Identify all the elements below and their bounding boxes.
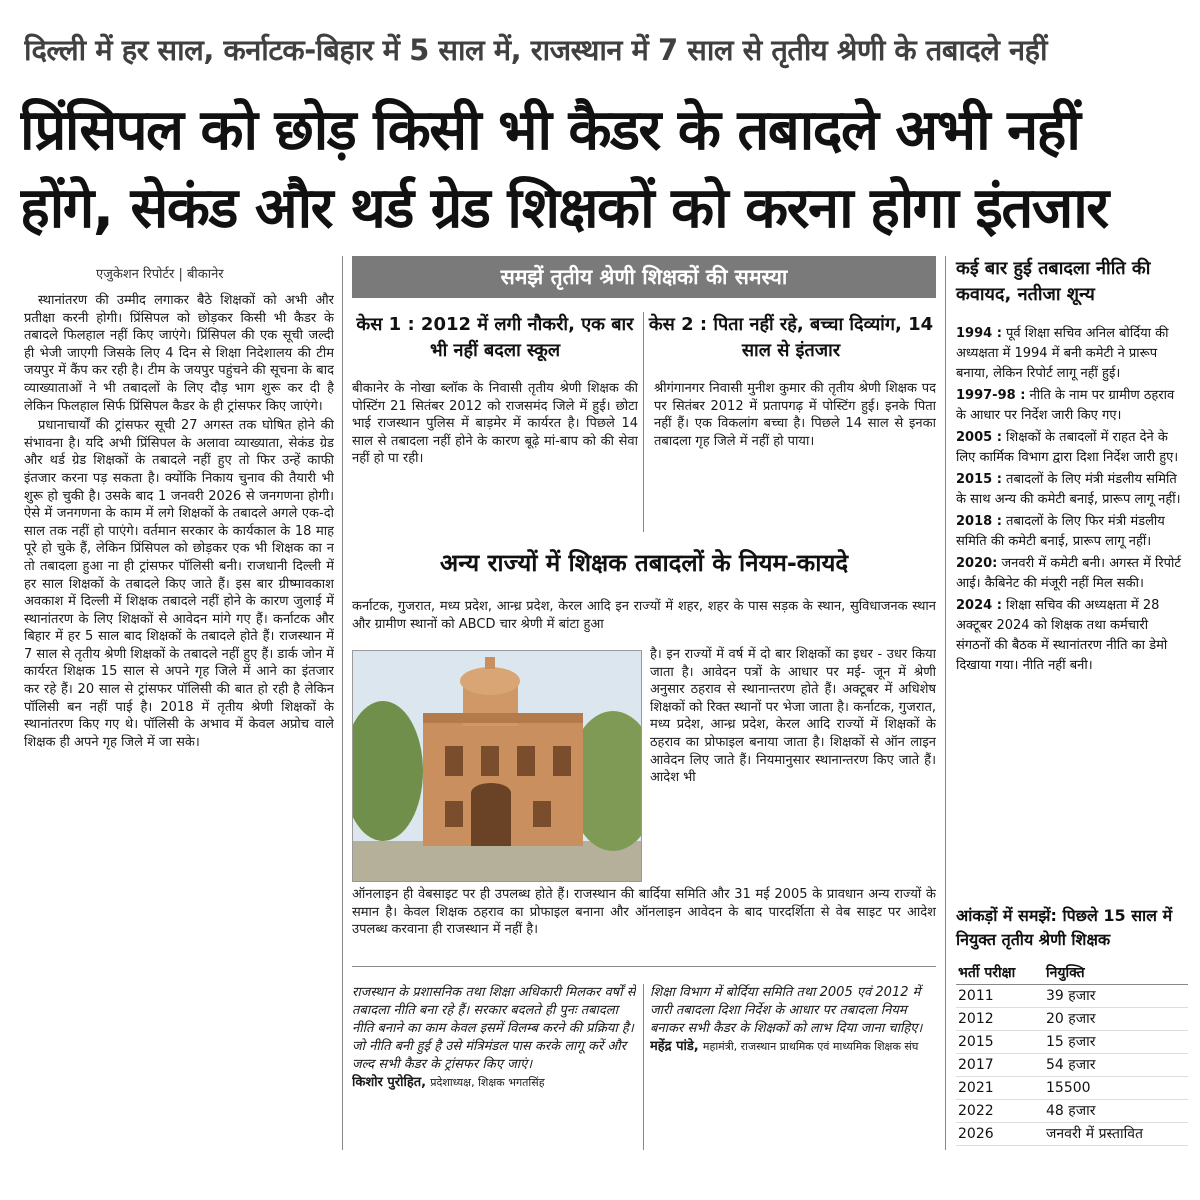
- states-side-text: है। इन राज्यों में वर्ष में दो बार शिक्षकों का इधर - उधर किया जाता है। आवेदन पत्रों के आधार पर मई- जून में श्रेणी अनुसार ठहराव से स्थानान्तरण होते हैं। अक्टूबर में अधिशेष शिक्षकों को रिक्त स्थानों पर भेजा जाता है। कर्नाटक, गुजरात, मध्य प्रदेश, आन्ध्र प्रदेश, केरल आदि राज्यों में शिक्षकों के ठहराव का प्रोफाइल बनाया जाता है। शिक्षकों से ऑन लाइन आवेदन लिए जाते हैं। नियमानुसार स्थानान्तरण किए जाते हैं। आदेश भी: [650, 647, 936, 786]
- timeline-item: [956, 324, 1186, 384]
- recruitment-table: [956, 962, 1188, 1152]
- quote-purohit-text: राजस्थान के प्रशासनिक तथा शिक्षा अधिकारी मिलकर वर्षों से तबादला नीति बना रहे हैं। सरकार बदलते ही पुनः तबादला नीति बनाने का काम केवल इसमें विलम्ब करने की प्रक्रिया है। जो नीति बनी हुई है उसे मंत्रिमंडल पास करके लागू करें और जल्द सभी कैडर के ट्रांसफर किए जाएं।: [352, 985, 636, 1072]
- main-story-p2: प्रधानाचार्यों की ट्रांसफर सूची 27 अगस्त तक घोषित होने की संभावना है। यदि अभी प्रिंसिपल के अलावा व्याख्याता, सेकंड ग्रेड और थर्ड ग्रेड शिक्षकों के तबादले नहीं हुए तो फिर उन्हें काफी इंतजार करना पड़ सकता है। क्योंकि निकाय चुनाव की तैयारी भी शुरू हो चुकी है। उसके बाद 1 जनवरी 2026 से जनगणना होगी। ऐसे में जनगणना के काम में लगे शिक्षकों के तबादले अगले एक-दो साल तक नहीं हो पाएंगे। वर्तमान सरकार के कार्यकाल के 18 माह पूरे हो चुके हैं, लेकिन प्रिंसिपल को छोड़कर एक भी शिक्षक का न तो तबादला हुआ ना ही ट्रांसफर पॉलिसी बनी। राजधानी दिल्ली में हर साल शिक्षकों के तबादले किए जाते हैं। इस बार ग्रीष्मावकाश अवकाश में दिल्ली में शिक्षक तबादले नहीं होने के कारण जुलाई में स्थानांतरण के लिए शिक्षकों से आवेदन मांगे गए हैं। कर्नाटक और बिहार में हर 5 साल बाद शिक्षकों के तबादले होते हैं। राजस्थान में 7 साल से तृतीय श्रेणी शिक्षकों के तबादले नहीं हुए हैं। डार्क जोन में कार्यरत शिक्षक 15 साल से अपने गृह जिले में आने का इंतजार कर रहे हैं। 20 साल से ट्रांसफर पॉलिसी की बात हो रही है लेकिन पॉलिसी बन नहीं पाई है। 2018 में तृतीय श्रेणी शिक्षकों के स्थानांतरण किए गए थे। पॉलिसी के अभाव में केवल अप्रोच वाले शिक्षक ही अपने गृह जिले में जा सके।: [24, 418, 334, 750]
- table-row: [956, 1008, 1188, 1031]
- quote-pandey-text: शिक्षा विभाग में बोर्दिया समिति तथा 2005 एवं 2012 में जारी तबादला दिशा निर्देश के आधार पर तबादला नियम बनाकर सभी कैडर के शिक्षकों को लाभ दिया जाना चाहिए।: [650, 985, 923, 1036]
- table-cell-year: 2011: [958, 988, 994, 1004]
- timeline-text: नीति के नाम पर ग्रामीण ठहराव के आधार पर निर्देश जारी किए गए।: [956, 388, 1175, 423]
- byline: एजुकेशन रिपोर्टर | बीकानेर: [96, 267, 224, 282]
- timeline-text: जनवरी में कमेटी बनी। अगस्त में रिपोर्ट आई। कैबिनेट की मंजूरी नहीं मिल सकी।: [956, 556, 1181, 591]
- case-divider: [643, 312, 644, 532]
- policy-heading: कई बार हुई तबादला नीति की कवायद, नतीजा शून्य: [956, 258, 1151, 305]
- timeline-text: शिक्षकों के तबादलों में राहत देने के लिए कार्मिक विभाग द्वारा दिशा निर्देश जारी हुए।: [956, 430, 1179, 465]
- table-cell-year: 2021: [958, 1080, 994, 1096]
- table-cell-year: 2022: [958, 1103, 994, 1119]
- headline: [20, 92, 1180, 252]
- column-divider-right: [945, 256, 946, 1150]
- problem-banner: समझें तृतीय श्रेणी शिक्षकों की समस्या: [352, 256, 936, 298]
- quote-pandey-name: महेंद्र पांडे,: [650, 1039, 699, 1054]
- states-heading: अन्य राज्यों में शिक्षक तबादलों के नियम-कायदे: [439, 549, 849, 577]
- table-cell-count: 54 हजार: [1046, 1057, 1096, 1073]
- headline-line-1: प्रिंसिपल को छोड़ किसी भी कैडर के तबादले अभी नहीं: [20, 98, 1080, 163]
- timeline-item: [956, 596, 1186, 676]
- table-cell-count: जनवरी में प्रस्तावित: [1046, 1126, 1143, 1142]
- quote-pandey: [650, 984, 936, 1150]
- table-row: [956, 1054, 1188, 1077]
- table-cell-count: 20 हजार: [1046, 1011, 1096, 1027]
- case2-heading: केस 2 : पिता नहीं रहे, बच्चा दिव्यांग, 14 साल से इंतजार: [648, 314, 934, 361]
- quote-pandey-role: महामंत्री, राजस्थान प्राथमिक एवं माध्यमिक शिक्षक संघ: [702, 1040, 919, 1053]
- table-row: [956, 1077, 1188, 1100]
- building-illustration: [353, 651, 642, 882]
- timeline-year: 2018 :: [956, 514, 1002, 529]
- quote-purohit-name: किशोर पुरोहित,: [352, 1075, 427, 1090]
- quote-divider: [643, 984, 644, 1150]
- table-header-row: [956, 962, 1188, 985]
- main-story-p1: स्थानांतरण की उम्मीद लगाकर बैठे शिक्षकों को अभी और प्रतीक्षा करनी होगी। प्रिंसिपल को छोड़कर किसी भी कैडर के तबादले फिलहाल नहीं किए जाएंगे। प्रिंसिपल की एक सूची जल्दी ही भेजी जाएगी जिसके लिए 4 दिन से शिक्षा निदेशालय की टीम जयपुर में कैंप कर रही है। टीम के जयपुर पहुंचने की सूचना के बाद व्याख्याताओं ने भी तबादलों के लिए दौड़ भाग शुरू कर दी है लेकिन फिलहाल सिर्फ प्रिंसिपल कैडर के ही ट्रांसफर किए जाएंगे।: [24, 293, 334, 414]
- states-intro: कर्नाटक, गुजरात, मध्य प्रदेश, आन्ध्र प्रदेश, केरल आदि इन राज्यों में शहर, शहर के पास सड़क के स्थान, सुविधाजनक स्थान और ग्रामीण स्थानों को ABCD चार श्रेणी में बांटा हुआ: [352, 599, 936, 632]
- table-header-appointments: नियुक्ति: [1046, 965, 1085, 981]
- table-cell-year: 2026: [958, 1126, 994, 1142]
- timeline-text: पूर्व शिक्षा सचिव अनिल बोर्दिया की अध्यक्षता में 1994 में बनी कमेटी ने प्रारूप बनाया, लेकिन रिपोर्ट लागू नहीं हुई।: [956, 326, 1169, 381]
- table-row: [956, 985, 1188, 1008]
- case1-heading: केस 1 : 2012 में लगी नौकरी, एक बार भी नहीं बदला स्कूल: [356, 314, 634, 361]
- policy-timeline: [956, 324, 1186, 896]
- table-header-exam: भर्ती परीक्षा: [958, 965, 1016, 981]
- table-cell-count: 15 हजार: [1046, 1034, 1096, 1050]
- kicker: दिल्ली में हर साल, कर्नाटक-बिहार में 5 साल में, राजस्थान में 7 साल से तृतीय श्रेणी के तबादले नहीं: [24, 33, 1048, 67]
- timeline-item: [956, 386, 1186, 426]
- timeline-text: शिक्षा सचिव की अध्यक्षता में 28 अक्टूबर 2024 को शिक्षक तथा कर्मचारी संगठनों की बैठक में स्थानांतरण नीति का डेमो दिखाया गया। नीति नहीं बनी।: [956, 598, 1168, 673]
- quotes-top-rule: [352, 966, 936, 967]
- table-cell-count: 15500: [1046, 1080, 1091, 1096]
- case2-body: श्रीगंगानगर निवासी मुनीश कुमार की तृतीय श्रेणी शिक्षक पद पर सितंबर 2012 में प्रतापगढ़ में पोस्टिंग हुई। इनके पिता नहीं हैं। एक विकलांग बच्चा है। पिछले 14 साल से इनका तबादला गृह जिले में नहीं हो पाया।: [654, 381, 936, 449]
- table-cell-year: 2015: [958, 1034, 994, 1050]
- quote-purohit: [352, 984, 636, 1150]
- timeline-text: तबादलों के लिए फिर मंत्री मंडलीय समिति की कमेटी बनाई, प्रारूप लागू नहीं।: [956, 514, 1165, 549]
- case1-body: बीकानेर के नोखा ब्लॉक के निवासी तृतीय श्रेणी शिक्षक की पोस्टिंग 21 सितंबर 2012 को राजसमंद जिले में हुई। छोटा भाई राजस्थान पुलिस में बाड़मेर में कार्यरत है। पिछले 14 साल से तबादला नहीं होने के कारण बूढ़े मां-बाप को की सेवा नहीं हो पा रही।: [352, 381, 638, 467]
- table-row: [956, 1100, 1188, 1123]
- timeline-item: [956, 554, 1186, 594]
- table-cell-year: 2012: [958, 1011, 994, 1027]
- building-photo: [352, 650, 642, 882]
- main-story: [24, 292, 334, 1150]
- column-divider-left: [342, 256, 343, 1150]
- timeline-item: [956, 512, 1186, 552]
- timeline-item: [956, 428, 1186, 468]
- timeline-year: 1994 :: [956, 326, 1002, 341]
- timeline-year: 2024 :: [956, 598, 1002, 613]
- table-cell-year: 2017: [958, 1057, 994, 1073]
- timeline-year: 2015 :: [956, 472, 1002, 487]
- headline-line-2: होंगे, सेकंड और थर्ड ग्रेड शिक्षकों को करना होगा इंतजार: [20, 176, 1108, 241]
- timeline-year: 1997-98 :: [956, 388, 1026, 403]
- table-row: [956, 1123, 1188, 1146]
- table-cell-count: 48 हजार: [1046, 1103, 1096, 1119]
- timeline-text: तबादलों के लिए मंत्री मंडलीय समिति के साथ अन्य की कमेटी बनाई, प्रारूप लागू नहीं।: [956, 472, 1181, 507]
- table-row: [956, 1031, 1188, 1054]
- quote-purohit-role: प्रदेशाध्यक्ष, शिक्षक भगतसिंह: [430, 1076, 545, 1089]
- timeline-year: 2005 :: [956, 430, 1002, 445]
- timeline-item: [956, 470, 1186, 510]
- timeline-year: 2020:: [956, 556, 998, 571]
- recruitment-heading: आंकड़ों में समझें: पिछले 15 साल में नियुक्त तृतीय श्रेणी शिक्षक: [956, 906, 1173, 949]
- table-cell-count: 39 हजार: [1046, 988, 1096, 1004]
- states-bottom-text: ऑनलाइन ही वेबसाइट पर ही उपलब्ध होते हैं। राजस्थान की बार्दिया समिति और 31 मई 2005 के प्रावधान अन्य राज्यों के समान है। केवल शिक्षक ठहराव का प्रोफाइल बनाना और ऑनलाइन आवेदन के बाद पारदर्शिता से वेब साइट पर आदेश उपलब्ध करवाना ही राजस्थान में नहीं है।: [352, 887, 936, 938]
